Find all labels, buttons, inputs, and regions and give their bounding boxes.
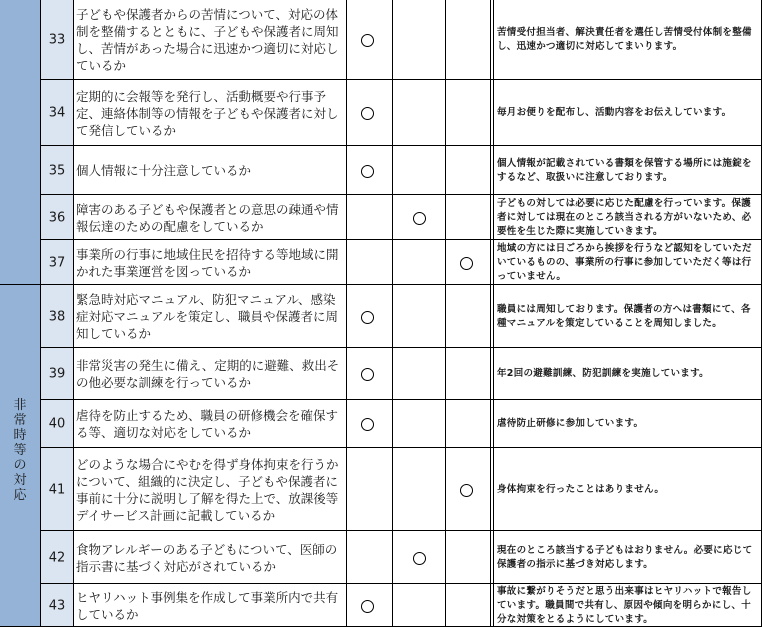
remark-text: 年2回の避難訓練、防犯訓練を実施しています。 bbox=[497, 368, 709, 379]
row-number: 43 bbox=[48, 598, 66, 613]
question-text: 非常災害の発生に備え、定期的に避難、救出その他必要な訓練を行っているか bbox=[76, 358, 340, 390]
category-label bbox=[0, 398, 40, 503]
remark-text: 事故に繋がりそうだと思う出来事はヒヤリハットで報告しています。職員間で共有し、原因や傾向を明らかにし、十分な対策をとるようにしています。 bbox=[497, 585, 752, 625]
category-label-char: 応 bbox=[13, 488, 27, 503]
row-divider bbox=[40, 145, 762, 146]
answer-mark-circle bbox=[361, 600, 374, 613]
remark-text: 身体拘束を行ったことはありません。 bbox=[497, 483, 665, 495]
category-label-char: 時 bbox=[13, 428, 27, 443]
category-label-char: 等 bbox=[13, 443, 27, 458]
remark-text: 子どもの対しては必要に応じた配慮を行っています。保護者に対しては現在のところ該当される方がいないため、必要性を生じた際に実施していきます。 bbox=[497, 197, 752, 237]
question-text: 個人情報に十分注意しているか bbox=[76, 163, 252, 178]
answer-mark-circle bbox=[361, 165, 374, 178]
remark-text: 毎月お便りを配布し、活動内容をお伝えしています。 bbox=[497, 107, 732, 118]
row-number: 34 bbox=[48, 105, 66, 121]
question-text: どのような場合にやむを得ず身体拘束を行うかについて、組織的に決定し、子どもや保護者に事前に十分に説明し了解を得た上で、放課後等デイサービス計画に記載しているか bbox=[76, 456, 339, 523]
row-divider bbox=[40, 347, 762, 348]
answer-mark-circle bbox=[460, 257, 473, 270]
row-number-cell bbox=[41, 400, 73, 448]
row-divider bbox=[40, 79, 762, 80]
row-number-cell bbox=[41, 195, 73, 240]
answer-mark-circle bbox=[361, 368, 374, 381]
remark-text: 現在のところ該当する子どもはおりません。必要に応じて保護者の指示に基づき対応します。 bbox=[497, 544, 753, 570]
row-number-cell bbox=[41, 348, 73, 400]
answer-mark-circle bbox=[413, 552, 426, 565]
row-number-cell bbox=[41, 531, 73, 584]
row-number-cell bbox=[41, 448, 73, 531]
remark-text: 職員には周知しております。保護者の方へは書類にて、各種マニュアルを策定していることを周知しました。 bbox=[497, 303, 751, 329]
column-divider bbox=[346, 0, 347, 627]
row-number: 36 bbox=[48, 210, 66, 225]
row-divider bbox=[40, 583, 762, 584]
remark-text: 個人情報が記載されている書類を保管する場所には施錠をするなど、取扱いに注意しております。 bbox=[497, 157, 752, 183]
answer-mark-circle bbox=[460, 484, 473, 497]
row-number-cell bbox=[41, 584, 73, 627]
row-divider bbox=[40, 194, 762, 195]
category-label-char: 非 bbox=[13, 398, 27, 413]
row-number: 38 bbox=[48, 309, 66, 324]
category-label-char: の bbox=[13, 458, 27, 473]
question-text: 緊急時対応マニュアル、防犯マニュアル、感染症対応マニュアルを策定し、職員や保護者に周知しているか bbox=[76, 292, 339, 341]
answer-mark-circle bbox=[361, 34, 374, 47]
row-number: 40 bbox=[48, 416, 66, 432]
column-divider bbox=[761, 0, 762, 627]
row-number: 35 bbox=[48, 163, 66, 178]
row-divider bbox=[40, 530, 762, 531]
row-number-cell bbox=[41, 285, 73, 348]
question-text: 事業所の行事に地域住民を招待する等地域に開かれた事業運営を図っているか bbox=[76, 246, 339, 279]
question-text: 子どもや保護者からの苦情について、対応の体制を整備するとともに、子どもや保護者に周知し、苦情があった場合に迅速かつ適切に対応しているか bbox=[76, 7, 339, 73]
remark-text: 虐待防止研修に参加しています。 bbox=[497, 418, 644, 429]
column-divider bbox=[392, 0, 393, 627]
row-divider bbox=[40, 447, 762, 448]
row-number: 37 bbox=[48, 255, 66, 270]
row-number: 41 bbox=[48, 482, 66, 497]
answer-mark-circle bbox=[361, 107, 374, 120]
answer-mark-circle bbox=[361, 311, 374, 324]
row-number-cell bbox=[41, 0, 73, 80]
answer-mark-circle bbox=[361, 418, 374, 431]
question-text: 障害のある子どもや保護者との意思の疎通や情報伝達のための配慮をしているか bbox=[76, 201, 339, 234]
category-column-upper bbox=[0, 0, 41, 285]
row-number: 42 bbox=[48, 550, 66, 565]
row-number: 33 bbox=[48, 32, 66, 48]
question-text: 虐待を防止するため、職員の研修機会を確保する等、適切な対応をしているか bbox=[76, 408, 339, 440]
column-divider bbox=[490, 0, 491, 627]
row-number-cell bbox=[41, 240, 73, 285]
row-number: 39 bbox=[48, 366, 66, 382]
category-label-char: 対 bbox=[13, 473, 27, 488]
question-text: 定期的に会報等を発行し、活動概要や行事予定、連絡体制等の情報を子どもや保護者に対して発信しているか bbox=[76, 88, 339, 138]
row-number-cell bbox=[41, 80, 73, 146]
remark-text: 苦情受付担当者、解決責任者を選任し苦情受付体制を整備し、迅速かつ適切に対応してまいります。 bbox=[497, 27, 752, 52]
remark-text: 地域の方には日ごろから挨拶を行うなど認知をしていただいているものの、事業所の行事に参加していただく等は行っていません。 bbox=[497, 242, 752, 282]
question-text: ヒヤリハット事例集を作成して事業所内で共有しているか bbox=[76, 589, 339, 622]
column-divider bbox=[445, 0, 446, 627]
row-divider bbox=[40, 239, 762, 240]
column-divider bbox=[493, 0, 494, 627]
row-number-cell bbox=[41, 146, 73, 195]
category-label-char: 常 bbox=[13, 413, 27, 428]
column-divider bbox=[40, 0, 41, 627]
row-divider bbox=[0, 284, 762, 285]
question-text: 食物アレルギーのある子どもについて、医師の指示書に基づく対応がされているか bbox=[76, 541, 338, 574]
column-divider bbox=[73, 0, 74, 627]
answer-mark-circle bbox=[413, 212, 426, 225]
row-divider bbox=[40, 399, 762, 400]
